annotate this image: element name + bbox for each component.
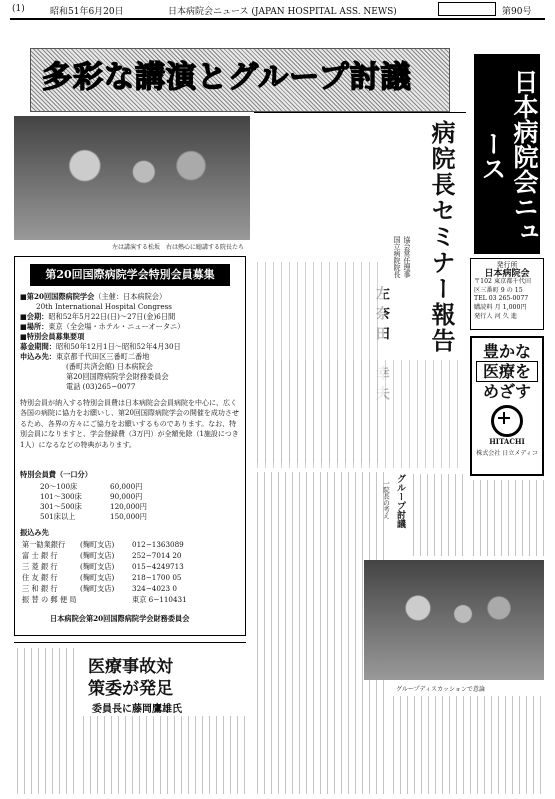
postal-stamp: [438, 2, 496, 16]
recruit-row: 募金期間：昭和50年12月1日〜昭和52年4月30日: [20, 342, 181, 351]
recruit-title: 第20回国際病院学会特別会員募集: [30, 264, 230, 286]
accident-subheadline: 委員長に藤岡鷹雄氏: [92, 704, 182, 715]
ad-line: 医療を: [476, 361, 538, 382]
ad-line: めざす: [482, 382, 531, 401]
accident-article-body-2: [80, 716, 246, 794]
lecture-photo-caption: 左は講演する松坂 右は熱心に聴講する院長たち: [112, 244, 245, 251]
fee-row: 301〜500床 120,000円: [40, 502, 147, 511]
seminar-byline: 協会常任理事: [403, 236, 411, 278]
recruit-row: 第20回国際病院学会財務委員会: [66, 372, 169, 381]
recruit-row: 20th International Hospital Congress: [36, 302, 172, 311]
publisher-line: 発行人 河 久 進: [474, 312, 518, 320]
fee-title: 特別会員費（一口分）: [20, 470, 92, 479]
recruit-footer: 日本病院会第20回国際病院学会財務委員会: [50, 614, 190, 623]
seminar-byline: 国立病院院長: [393, 236, 401, 278]
recruit-row: ■場所：東京（全会場・ホテル・ニューオータニ）: [20, 322, 185, 331]
bank-row: 三 菱 銀 行 (麹町支店) 015−4249713: [22, 562, 184, 571]
group-photo-caption: グループディスカッションで意論: [396, 686, 485, 693]
accident-headline-2: 策委が発足: [88, 679, 173, 699]
masthead-title: 日本病院会ニュース: [478, 68, 539, 244]
recruit-row: ■特別会員募集要項: [20, 332, 85, 341]
issue-date: 昭和51年6月20日: [50, 7, 124, 17]
seminar-article-body-2: [254, 360, 464, 468]
bank-row: 住 友 銀 行 (麹町支店) 218−1700 05: [22, 573, 182, 582]
group-subheadline: 一院長の考え: [382, 480, 390, 519]
publisher-line: 購読料 月 1,000円: [474, 303, 527, 311]
bank-row: 振 替 の 郵 便 局 東京 6−110431: [22, 595, 187, 604]
publisher-name: 日本病院会: [484, 268, 530, 279]
paper-name: 日本病院会ニュース (JAPAN HOSPITAL ASS. NEWS): [168, 7, 397, 17]
page-number: (1): [12, 4, 25, 14]
section-rule: [14, 642, 246, 643]
recruit-row: ■会期：昭和52年5月22日(日)〜27日(金)6日間: [20, 312, 176, 321]
recruit-row: 電話 (03)265−0077: [66, 382, 136, 391]
publisher-box: [470, 258, 544, 330]
seminar-headline: 病院長セミナー報告: [427, 120, 456, 354]
recruit-row: ■第20回国際病院学会（主催：日本病院会）: [20, 292, 167, 301]
publisher-label: 発行所: [496, 261, 518, 269]
accident-headline-1: 医療事故対: [88, 657, 173, 677]
bank-row: 三 和 銀 行 (麹町支店) 324−4023 0: [22, 584, 177, 593]
issue-number: 第90号: [502, 7, 532, 17]
publisher-line: 区三番町 9 の 15: [474, 286, 523, 294]
masthead: [474, 54, 540, 254]
fee-row: 20〜100床 60,000円: [40, 482, 143, 491]
ad-brand: HITACHI: [489, 437, 525, 446]
group-article-body-2: [470, 480, 544, 556]
banner-title: 多彩な講演とグループ討議: [42, 60, 412, 95]
lead-article-text: [254, 116, 414, 258]
recruit-body: 特別会員が納入する特別会員費は日本病院会会員病院を中心に、広く各国の病院に協力をお願いし、第20回国際病院学会の開催を成功させるため、各界の方々にご協力をお願いするものであります。なお、特別会員になりますと、学会登録費（3万円）が全額免除（1施設につき1人）になるなどの特典があります。: [20, 399, 239, 449]
bank-title: 振込み先: [20, 528, 49, 537]
hitachi-logo-icon: [491, 405, 523, 437]
bank-row: 富 士 銀 行 (麹町支店) 252−7014 20: [22, 551, 182, 560]
bank-row: 第一勧業銀行 (麹町支店) 012−1363089: [22, 540, 184, 549]
accident-article-body: [14, 648, 76, 794]
recruit-row: (番町共済会館) 日本病院会: [66, 362, 153, 371]
lecture-photo: [14, 116, 250, 240]
ad-company: 株式会社 日立メディコ: [476, 450, 538, 457]
publisher-line: TEL 03 265-0077: [474, 295, 529, 303]
ad-line: 豊かな: [482, 342, 531, 361]
fee-row: 501床以上 150,000円: [40, 512, 147, 521]
recruit-row: 申込み先：東京都千代田区三番町二番地: [20, 352, 150, 361]
group-headline: グループ討議: [395, 474, 405, 528]
group-discussion-photo: [364, 560, 544, 680]
group-article-body: [410, 474, 466, 556]
hitachi-ad: [470, 336, 544, 476]
lower-right-article-body: [390, 696, 544, 794]
header-rule: [10, 18, 545, 20]
publisher-line: 〒102 東京都千代田: [474, 278, 532, 286]
fee-row: 101〜300床 90,000円: [40, 492, 143, 501]
article-rule: [254, 112, 466, 113]
